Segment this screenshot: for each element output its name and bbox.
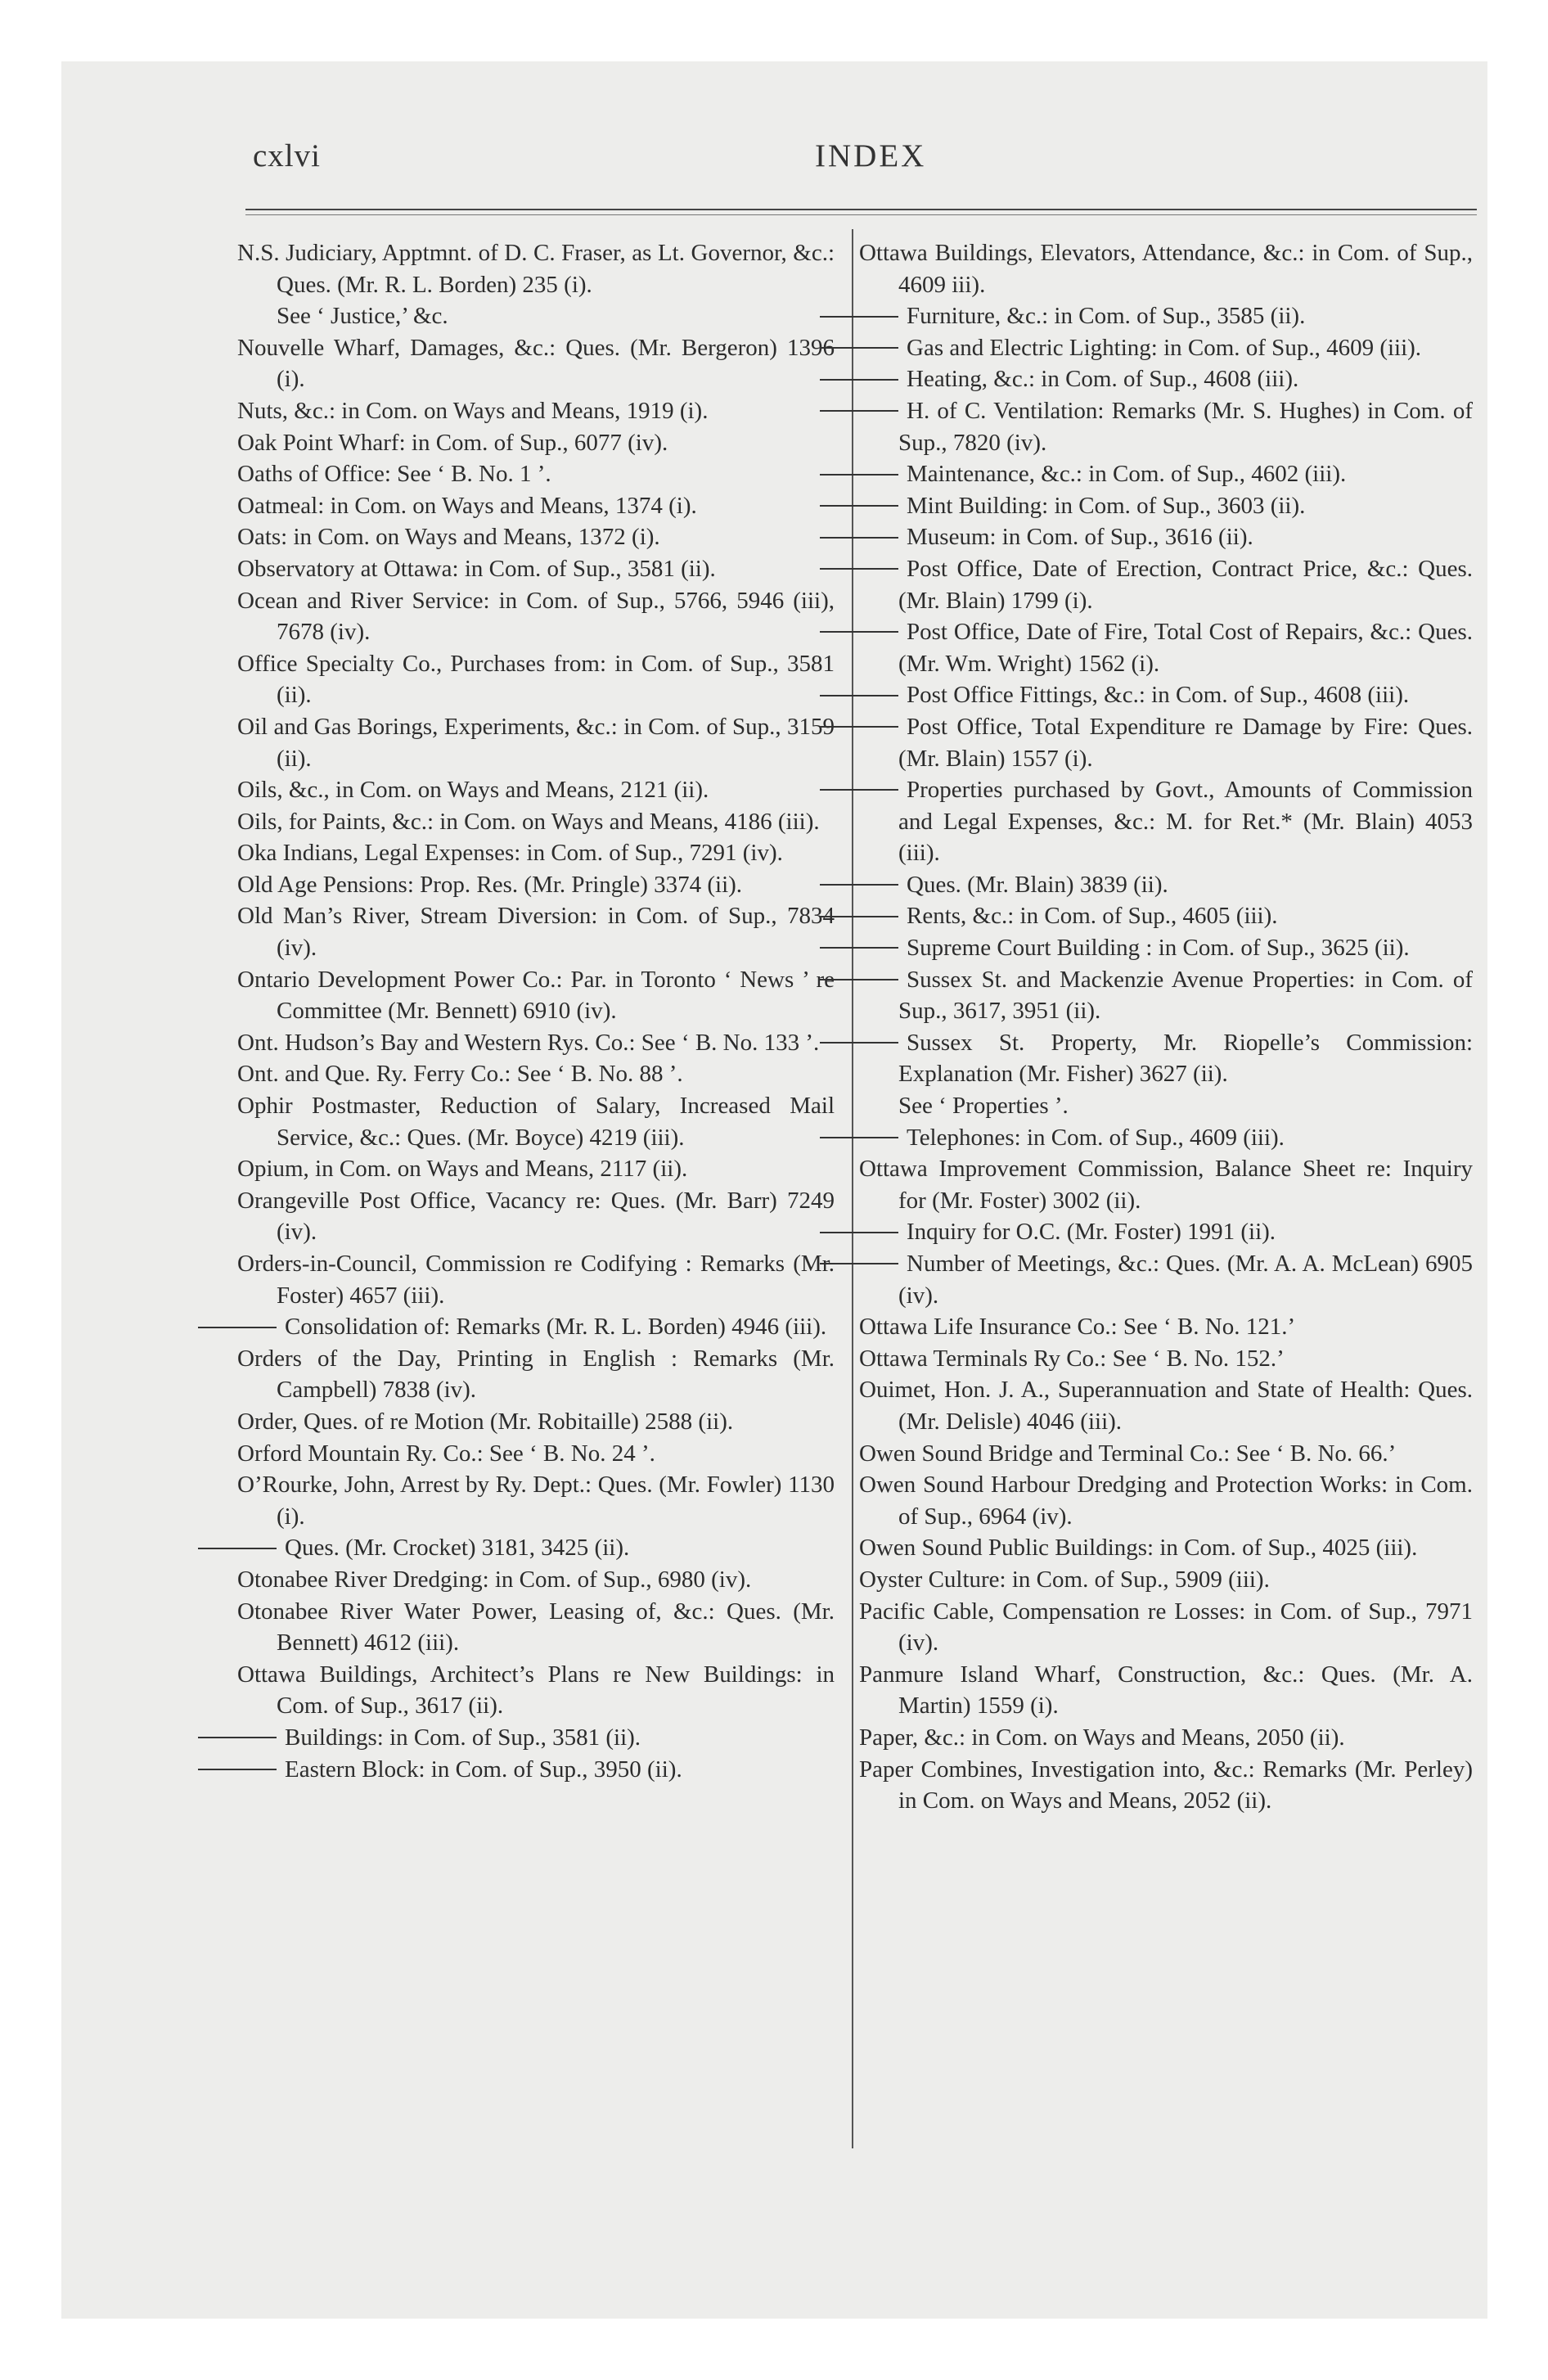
entry-text: Nouvelle Wharf, Damages, &c.: Ques. (Mr. Bergeron) 1396 (i). (237, 334, 835, 393)
index-entry (859, 1722, 1473, 1754)
ditto-dash (198, 1769, 277, 1770)
column-divider (852, 229, 853, 2148)
index-entry (237, 395, 835, 427)
entry-text: Nuts, &c.: in Com. on Ways and Means, 1919 (i). (237, 397, 709, 424)
index-entry (237, 1248, 835, 1311)
entry-text: Post Office Fittings, &c.: in Com. of Sup., 4608 (iii). (907, 682, 1410, 709)
index-entry (859, 1596, 1473, 1659)
index-entry (237, 1469, 835, 1532)
entry-text: Office Specialty Co., Purchases from: in Com. of Sup., 3581 (ii). (237, 650, 835, 709)
entry-text: Oatmeal: in Com. on Ways and Means, 1374 (i). (237, 492, 697, 519)
index-subentry (859, 869, 1473, 901)
entry-text: Gas and Electric Lighting: in Com. of Sup., 4609 (iii). (907, 334, 1422, 361)
index-entry (859, 1469, 1473, 1532)
entry-text: Ocean and River Service: in Com. of Sup., 5766, 5946 (iii), 7678 (iv). (237, 587, 835, 646)
index-subentry (859, 553, 1473, 616)
entry-text: Properties purchased by Govt., Amounts of Commission and Legal Expenses, &c.: M. for Ret.* (Mr. Blain) 4053 (iii). (898, 777, 1473, 867)
entry-text: Mint Building: in Com. of Sup., 3603 (ii). (907, 492, 1306, 519)
entry-text: Opium, in Com. on Ways and Means, 2117 (ii). (237, 1156, 688, 1183)
header-rule-thin (245, 214, 1477, 215)
entry-text: Paper, &c.: in Com. on Ways and Means, 2050 (ii). (859, 1724, 1345, 1751)
index-subentry (859, 900, 1473, 932)
index-entry (859, 237, 1473, 300)
entry-text: Ottawa Buildings, Elevators, Attendance, &c.: in Com. of Sup., 4609 iii). (859, 240, 1473, 298)
entry-text: H. of C. Ventilation: Remarks (Mr. S. Hughes) in Com. of Sup., 7820 (iv). (898, 397, 1473, 456)
index-entry (237, 1406, 835, 1438)
index-entry (237, 458, 835, 490)
ditto-dash (820, 631, 898, 633)
entry-text: Orders of the Day, Printing in English : Remarks (Mr. Campbell) 7838 (iv). (237, 1345, 835, 1404)
header-rule (245, 209, 1477, 210)
entry-text: See ‘ Justice,’ &c. (277, 303, 448, 330)
index-entry (237, 1185, 835, 1248)
entry-text: Eastern Block: in Com. of Sup., 3950 (ii). (285, 1756, 682, 1783)
index-entry (859, 1659, 1473, 1722)
index-entry (237, 964, 835, 1027)
index-entry (859, 1374, 1473, 1437)
index-entry (859, 1754, 1473, 1817)
index-entry (237, 1090, 835, 1153)
entry-text: Ques. (Mr. Crocket) 3181, 3425 (ii). (285, 1535, 630, 1562)
page-title: INDEX (815, 138, 927, 174)
entry-text: Oka Indians, Legal Expenses: in Com. of Sup., 7291 (iv). (237, 840, 783, 867)
entry-text: Orford Mountain Ry. Co.: See ‘ B. No. 24 ’. (237, 1440, 655, 1467)
index-subentry (859, 1248, 1473, 1311)
entry-text: Supreme Court Building : in Com. of Sup., 3625 (ii). (907, 935, 1410, 962)
entry-text: Rents, &c.: in Com. of Sup., 4605 (iii). (907, 903, 1278, 930)
index-entry (237, 1659, 835, 1722)
ditto-dash (820, 505, 898, 507)
index-entry (237, 521, 835, 553)
ditto-dash (820, 537, 898, 539)
entry-text: Order, Ques. of re Motion (Mr. Robitaille) 2588 (ii). (237, 1408, 734, 1435)
entry-text: Maintenance, &c.: in Com. of Sup., 4602 (iii). (907, 461, 1347, 488)
entry-text: Sussex St. and Mackenzie Avenue Properties: in Com. of Sup., 3617, 3951 (ii). (898, 966, 1473, 1025)
entry-text: Ouimet, Hon. J. A., Superannuation and State of Health: Ques. (Mr. Delisle) 4046 (iii). (859, 1377, 1473, 1435)
index-subentry (237, 1311, 835, 1343)
ditto-dash (820, 474, 898, 476)
entry-text: Ottawa Life Insurance Co.: See ‘ B. No. 121.’ (859, 1314, 1296, 1341)
entry-text: Heating, &c.: in Com. of Sup., 4608 (iii). (907, 366, 1299, 393)
entry-text: Pacific Cable, Compensation re Losses: in Com. of Sup., 7971 (iv). (859, 1598, 1473, 1657)
index-entry (859, 1532, 1473, 1564)
page-number: cxlvi (253, 138, 321, 174)
entry-text: Owen Sound Harbour Dredging and Protection Works: in Com. of Sup., 6964 (iv). (859, 1472, 1473, 1530)
entry-text: Museum: in Com. of Sup., 3616 (ii). (907, 524, 1253, 551)
ditto-dash (820, 379, 898, 381)
index-entry (859, 1090, 1473, 1122)
index-entry (237, 1027, 835, 1059)
index-column-right (859, 237, 1473, 1817)
index-subentry (859, 711, 1473, 774)
ditto-dash (820, 979, 898, 980)
index-entry (237, 1564, 835, 1596)
index-subentry (859, 1216, 1473, 1248)
ditto-dash (820, 347, 898, 349)
entry-text: Ophir Postmaster, Reduction of Salary, Increased Mail Service, &c.: Ques. (Mr. Boyce) 4219 (iii). (237, 1093, 835, 1151)
index-entry (237, 237, 835, 300)
entry-text: Otonabee River Dredging: in Com. of Sup., 6980 (iv). (237, 1566, 752, 1593)
entry-text: Oils, for Paints, &c.: in Com. on Ways and Means, 4186 (iii). (237, 808, 820, 835)
entry-text: Post Office, Date of Fire, Total Cost of Repairs, &c.: Ques. (Mr. Wm. Wright) 1562 (i). (898, 619, 1473, 677)
index-entry (237, 585, 835, 648)
entry-text: See ‘ Properties ’. (898, 1093, 1069, 1120)
entry-text: Old Age Pensions: Prop. Res. (Mr. Pringle) 3374 (ii). (237, 871, 743, 898)
entry-text: Post Office, Date of Erection, Contract Price, &c.: Ques. (Mr. Blain) 1799 (i). (898, 555, 1473, 614)
entry-text: Oak Point Wharf: in Com. of Sup., 6077 (iv). (237, 429, 668, 456)
entry-text: Oils, &c., in Com. on Ways and Means, 2121 (ii). (237, 777, 709, 804)
entry-text: Buildings: in Com. of Sup., 3581 (ii). (285, 1724, 641, 1751)
index-subentry (859, 490, 1473, 522)
index-subentry (859, 774, 1473, 869)
index-subentry (859, 363, 1473, 395)
index-subentry (859, 1027, 1473, 1090)
index-entry (237, 1153, 835, 1185)
index-entry (237, 1343, 835, 1406)
index-entry (237, 648, 835, 711)
index-subentry (859, 300, 1473, 332)
ditto-dash (820, 789, 898, 791)
index-entry (237, 300, 835, 332)
entry-text: N.S. Judiciary, Apptmnt. of D. C. Fraser, as Lt. Governor, &c.: Ques. (Mr. R. L. Borden) 235 (i). (237, 240, 835, 298)
index-subentry (859, 395, 1473, 458)
entry-text: Paper Combines, Investigation into, &c.: Remarks (Mr. Perley) in Com. on Ways and Means, 2052 (ii). (859, 1756, 1473, 1814)
entry-text: O’Rourke, John, Arrest by Ry. Dept.: Ques. (Mr. Fowler) 1130 (i). (237, 1472, 835, 1530)
entry-text: Owen Sound Public Buildings: in Com. of Sup., 4025 (iii). (859, 1535, 1418, 1562)
entry-text: Ontario Development Power Co.: Par. in Toronto ‘ News ’ re Committee (Mr. Bennett) 6910 (iv). (237, 966, 835, 1025)
entry-text: Ottawa Improvement Commission, Balance Sheet re: Inquiry for (Mr. Foster) 3002 (ii). (859, 1156, 1473, 1214)
entry-text: Old Man’s River, Stream Diversion: in Com. of Sup., 7834 (iv). (237, 903, 835, 962)
ditto-dash (198, 1327, 277, 1328)
index-subentry (237, 1722, 835, 1754)
ditto-dash (820, 410, 898, 412)
ditto-dash (820, 884, 898, 886)
index-entry (237, 490, 835, 522)
index-entry (237, 1596, 835, 1659)
index-subentry (237, 1754, 835, 1786)
index-subentry (859, 932, 1473, 964)
index-entry (859, 1343, 1473, 1375)
index-subentry (859, 964, 1473, 1027)
index-entry (237, 553, 835, 585)
index-entry (859, 1438, 1473, 1470)
index-entry (237, 711, 835, 774)
ditto-dash (820, 1137, 898, 1138)
entry-text: Inquiry for O.C. (Mr. Foster) 1991 (ii). (907, 1219, 1276, 1246)
entry-text: Oil and Gas Borings, Experiments, &c.: in Com. of Sup., 3159 (ii). (237, 713, 835, 772)
ditto-dash (820, 316, 898, 318)
entry-text: Sussex St. Property, Mr. Riopelle’s Commission: Explanation (Mr. Fisher) 3627 (ii). (898, 1029, 1473, 1088)
index-subentry (859, 679, 1473, 711)
entry-text: Orders-in-Council, Commission re Codifying : Remarks (Mr. Foster) 4657 (iii). (237, 1251, 835, 1309)
index-entry (237, 1058, 835, 1090)
entry-text: Ottawa Buildings, Architect’s Plans re New Buildings: in Com. of Sup., 3617 (ii). (237, 1661, 835, 1720)
index-subentry (237, 1532, 835, 1564)
ditto-dash (820, 695, 898, 696)
entry-text: Panmure Island Wharf, Construction, &c.: Ques. (Mr. A. Martin) 1559 (i). (859, 1661, 1473, 1720)
index-entry (237, 837, 835, 869)
entry-text: Oaths of Office: See ‘ B. No. 1 ’. (237, 461, 551, 488)
index-entry (237, 332, 835, 395)
ditto-dash (820, 568, 898, 570)
entry-text: Orangeville Post Office, Vacancy re: Ques. (Mr. Barr) 7249 (iv). (237, 1187, 835, 1246)
entry-text: Number of Meetings, &c.: Ques. (Mr. A. A. McLean) 6905 (iv). (898, 1251, 1473, 1309)
index-entry (237, 774, 835, 806)
entry-text: Ottawa Terminals Ry Co.: See ‘ B. No. 152.’ (859, 1345, 1285, 1372)
ditto-dash (820, 726, 898, 728)
entry-text: Oyster Culture: in Com. of Sup., 5909 (iii). (859, 1566, 1270, 1593)
entry-text: Post Office, Total Expenditure re Damage by Fire: Ques. (Mr. Blain) 1557 (i). (898, 713, 1473, 772)
index-subentry (859, 1122, 1473, 1154)
ditto-dash (198, 1737, 277, 1738)
entry-text: Oats: in Com. on Ways and Means, 1372 (i). (237, 524, 660, 551)
entry-text: Ques. (Mr. Blain) 3839 (ii). (907, 871, 1168, 898)
index-entry (237, 806, 835, 838)
entry-text: Observatory at Ottawa: in Com. of Sup., 3581 (ii). (237, 555, 716, 582)
entry-text: Owen Sound Bridge and Terminal Co.: See ‘ B. No. 66.’ (859, 1440, 1397, 1467)
entry-text: Telephones: in Com. of Sup., 4609 (iii). (907, 1124, 1285, 1151)
index-subentry (859, 521, 1473, 553)
ditto-dash (820, 916, 898, 917)
entry-text: Furniture, &c.: in Com. of Sup., 3585 (ii). (907, 303, 1306, 330)
index-entry (237, 1438, 835, 1470)
ditto-dash (820, 947, 898, 949)
index-entry (237, 900, 835, 963)
index-column-left (237, 237, 835, 1785)
entry-text: Ont. and Que. Ry. Ferry Co.: See ‘ B. No. 88 ’. (237, 1061, 683, 1088)
ditto-dash (820, 1263, 898, 1264)
index-entry (237, 427, 835, 459)
index-entry (859, 1153, 1473, 1216)
entry-text: Ont. Hudson’s Bay and Western Rys. Co.: See ‘ B. No. 133 ’. (237, 1029, 820, 1056)
entry-text: Consolidation of: Remarks (Mr. R. L. Borden) 4946 (iii). (285, 1314, 827, 1341)
entry-text: Otonabee River Water Power, Leasing of, &c.: Ques. (Mr. Bennett) 4612 (iii). (237, 1598, 835, 1657)
index-entry (859, 1311, 1473, 1343)
ditto-dash (820, 1042, 898, 1044)
index-subentry (859, 458, 1473, 490)
ditto-dash (198, 1548, 277, 1549)
ditto-dash (820, 1232, 898, 1233)
index-subentry (859, 616, 1473, 679)
index-entry (859, 1564, 1473, 1596)
index-entry (237, 869, 835, 901)
index-subentry (859, 332, 1473, 364)
